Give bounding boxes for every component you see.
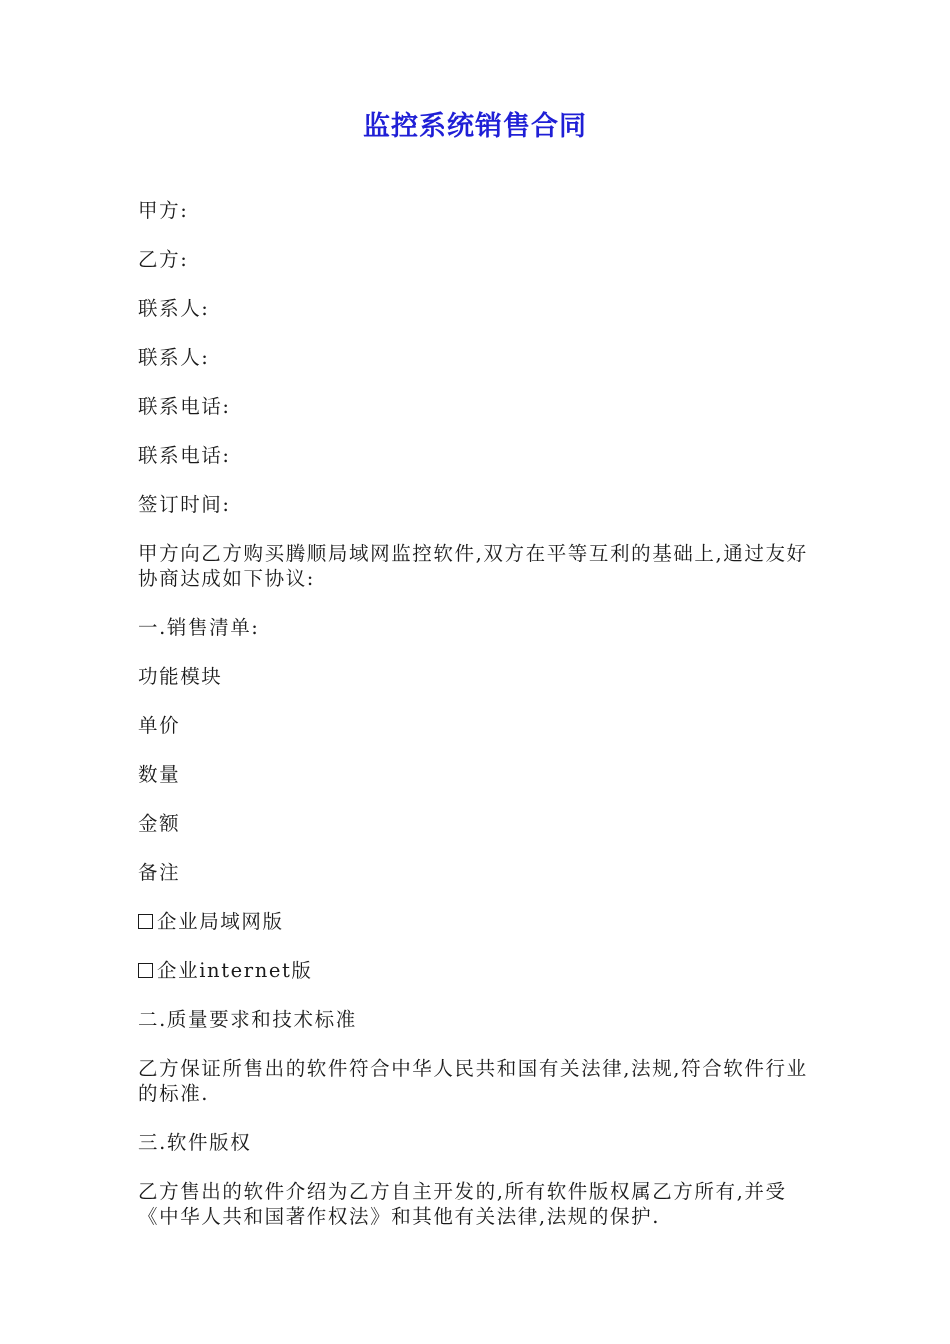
sign-date-label: 签订时间: [138, 493, 231, 516]
section2-text: 乙方保证所售出的软件符合中华人民共和国有关法律,法规,符合软件行业的标准. [138, 1057, 808, 1105]
column-module: 功能模块 [138, 665, 223, 688]
column-quantity: 数量 [138, 763, 181, 786]
section1-heading: 一.销售清单: [138, 616, 260, 639]
document-body [138, 198, 818, 1253]
phone-a-label: 联系电话: [138, 395, 231, 418]
section3-heading: 三.软件版权 [138, 1131, 252, 1154]
document-title: 监控系统销售合同 [363, 111, 587, 142]
option-internet-label: 企业internet版 [157, 959, 313, 982]
party-b-label: 乙方: [138, 248, 189, 271]
contact-a-label: 联系人: [138, 297, 210, 320]
column-unit-price: 单价 [138, 714, 181, 737]
phone-b-label: 联系电话: [138, 444, 231, 467]
party-a-label: 甲方: [138, 199, 189, 222]
intro-paragraph: 甲方向乙方购买腾顺局域网监控软件,双方在平等互利的基础上,通过友好协商达成如下协议: [138, 542, 808, 590]
section2-heading: 二.质量要求和技术标准 [138, 1008, 357, 1031]
checkbox-icon[interactable] [138, 963, 153, 978]
column-amount: 金额 [138, 812, 181, 835]
option-internet-edition[interactable] [138, 958, 818, 983]
section3-text: 乙方售出的软件介绍为乙方自主开发的,所有软件版权属乙方所有,并受《中华人共和国著作权法》和其他有关法律,法规的保护. [138, 1180, 787, 1228]
option-lan-edition[interactable] [138, 909, 818, 934]
checkbox-icon[interactable] [138, 914, 153, 929]
option-lan-label: 企业局域网版 [157, 910, 284, 933]
contact-b-label: 联系人: [138, 346, 210, 369]
column-remark: 备注 [138, 861, 181, 884]
